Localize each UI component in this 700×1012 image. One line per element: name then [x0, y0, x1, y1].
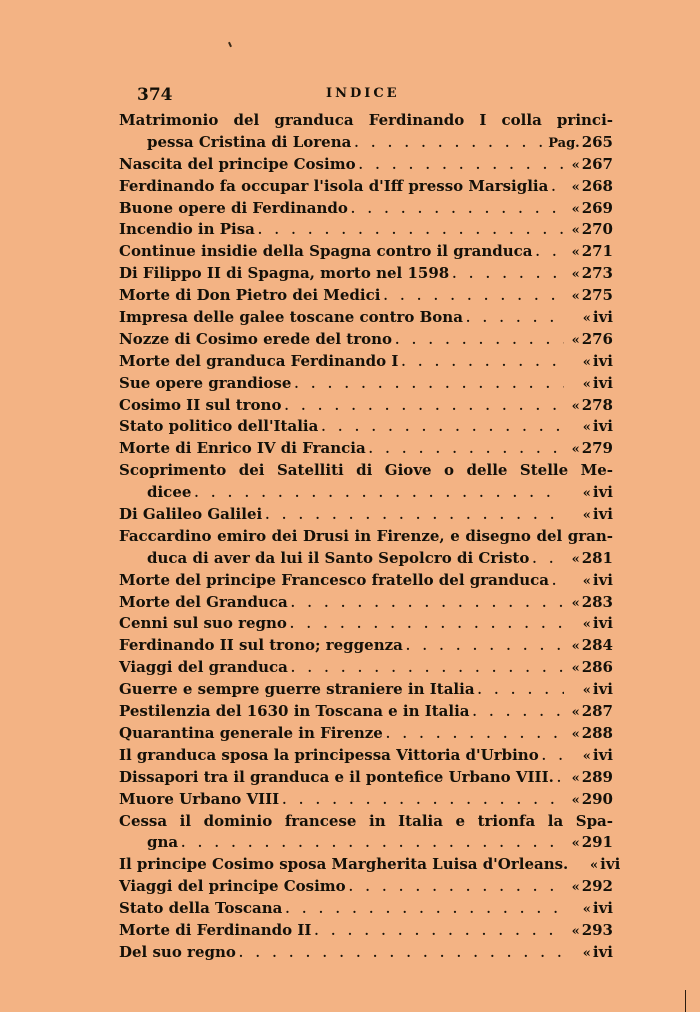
- entry-page-prefix: «: [571, 792, 580, 808]
- index-entry: [119, 438, 613, 460]
- entry-page-ref: [567, 920, 613, 943]
- dot-leader: [532, 549, 564, 571]
- entry-page-ref: [567, 570, 613, 593]
- entry-page-ref: [567, 373, 613, 396]
- entry-page-prefix: «: [571, 923, 580, 939]
- entry-title: Impresa delle galee toscane contro Bona: [119, 308, 463, 327]
- entry-page-ref: [567, 613, 613, 636]
- entry-title: Ferdinando II sul trono; reggenza: [119, 636, 403, 655]
- entry-title: Viaggi del granduca: [119, 658, 288, 677]
- ink-speck: [228, 42, 232, 47]
- index-entry: [119, 241, 613, 263]
- dot-leader: [291, 593, 564, 615]
- dot-leader: [351, 199, 564, 221]
- index-entry: [119, 657, 613, 679]
- entry-title: Di Filippo II di Spagna, morto nel 1598: [119, 264, 450, 283]
- dot-leader: [314, 921, 564, 943]
- index-entry: [119, 285, 613, 307]
- entry-page-ref: [567, 657, 613, 680]
- dot-leader: [194, 483, 564, 505]
- entry-title: Il principe Cosimo sposa Margherita Luisa d'Orleans.: [119, 855, 569, 874]
- entry-title: Del suo regno: [119, 942, 236, 961]
- entry-page-number: 275: [581, 286, 613, 305]
- entry-page-ref: [567, 285, 613, 308]
- entry-page-prefix: «: [582, 376, 591, 392]
- entry-page-prefix: «: [590, 858, 599, 874]
- index-entry: [119, 219, 613, 241]
- entry-page-number: 284: [581, 636, 613, 655]
- dot-leader: [349, 877, 564, 899]
- index-entry: [119, 548, 613, 570]
- entry-page-number: 279: [581, 439, 613, 458]
- entry-page-ref: [567, 307, 613, 330]
- entry-page-ref: [567, 942, 613, 965]
- page-header: [119, 82, 613, 106]
- entry-title: Morte di Ferdinando II: [119, 920, 312, 939]
- index-entry: [119, 613, 613, 635]
- entry-page-number: ivi: [592, 417, 613, 436]
- entry-title: Stato politico dell'Italia: [119, 417, 319, 436]
- entry-page-prefix: «: [571, 223, 580, 239]
- entry-page-prefix: «: [571, 289, 580, 305]
- dot-leader: [401, 352, 564, 374]
- index-entry: [119, 176, 613, 198]
- entry-page-ref: [567, 723, 613, 746]
- index-entry: [119, 635, 613, 657]
- index-entry: [119, 154, 613, 176]
- entry-page-number: 283: [581, 592, 613, 611]
- entry-page-prefix: «: [582, 945, 591, 961]
- entry-title: duca di aver da lui il Santo Sepolcro di Cristo: [147, 548, 530, 567]
- entry-title: Faccardino emiro dei Drusi in Firenze, e disegno del gran-: [119, 526, 613, 545]
- dot-leader: [478, 680, 564, 702]
- entry-title: Viaggi del principe Cosimo: [119, 877, 346, 896]
- entry-page-ref: [567, 241, 613, 264]
- entry-page-ref: [567, 263, 613, 286]
- entry-page-number: 276: [581, 329, 613, 348]
- dot-leader: [282, 790, 564, 812]
- entry-page-number: 271: [581, 242, 613, 261]
- index-entry: [119, 701, 613, 723]
- entry-page-ref: [567, 548, 613, 571]
- entry-page-prefix: «: [571, 157, 580, 173]
- index-entry: [119, 679, 613, 701]
- entry-title: Pestilenzia del 1630 in Toscana e in Italia: [119, 702, 470, 721]
- dot-leader: [359, 155, 564, 177]
- dot-leader: [395, 330, 564, 352]
- entry-page-prefix: «: [571, 705, 580, 721]
- dot-leader: [383, 286, 564, 308]
- entry-title: Morte di Enrico IV di Francia: [119, 439, 366, 458]
- entry-page-number: 293: [581, 920, 613, 939]
- entry-title: Cosimo II sul trono: [119, 395, 282, 414]
- dot-leader: [552, 571, 564, 593]
- entry-page-number: ivi: [592, 373, 613, 392]
- entry-page-prefix: «: [582, 354, 591, 370]
- index-entry: [119, 789, 613, 811]
- entry-page-ref: [567, 219, 613, 242]
- dot-leader: [542, 746, 564, 768]
- index-entry: [119, 592, 613, 614]
- entry-page-number: ivi: [592, 308, 613, 327]
- dot-leader: [239, 943, 564, 965]
- index-entry: [119, 263, 613, 285]
- index-entry: [119, 482, 613, 504]
- entry-page-number: 270: [581, 220, 613, 239]
- entry-page-prefix: «: [582, 573, 591, 589]
- entry-title: Cenni sul suo regno: [119, 614, 287, 633]
- entry-page-prefix: «: [571, 551, 580, 567]
- entry-title: Di Galileo Galilei: [119, 505, 263, 524]
- entry-page-ref: [567, 154, 613, 177]
- entry-page-number: 290: [581, 789, 613, 808]
- dot-leader: [265, 505, 564, 527]
- index-list: [119, 110, 621, 964]
- entry-page-prefix: «: [571, 201, 580, 217]
- entry-page-prefix: «: [582, 508, 591, 524]
- entry-page-prefix: «: [571, 661, 580, 677]
- entry-title: Muore Urbano VIII: [119, 789, 280, 808]
- index-entry: [119, 920, 613, 942]
- dot-leader: [181, 833, 564, 855]
- entry-page-ref: [567, 832, 613, 855]
- index-entry: [119, 198, 613, 220]
- entry-title: dicee: [147, 483, 192, 502]
- entry-page-number: 292: [581, 877, 613, 896]
- entry-page-number: 281: [581, 548, 613, 567]
- running-title: INDICE: [326, 86, 400, 101]
- entry-page-ref: [567, 416, 613, 439]
- entry-page-prefix: «: [582, 420, 591, 436]
- entry-page-number: 267: [581, 154, 613, 173]
- dot-leader: [406, 636, 564, 658]
- entry-page-prefix: «: [571, 267, 580, 283]
- dot-leader: [557, 768, 564, 790]
- entry-page-ref: [567, 351, 613, 374]
- entry-page-ref: [567, 876, 613, 899]
- index-entry: [119, 351, 613, 373]
- entry-page-number: 269: [581, 198, 613, 217]
- index-entry: [119, 570, 613, 592]
- dot-leader: [354, 133, 545, 155]
- entry-title: gna: [147, 833, 179, 852]
- entry-title: Nozze di Cosimo erede del trono: [119, 329, 393, 348]
- entry-page-ref: [567, 176, 613, 199]
- entry-title: Nascita del principe Cosimo: [119, 154, 356, 173]
- entry-page-ref: [567, 504, 613, 527]
- entry-title: Il granduca sposa la principessa Vittoria d'Urbino: [119, 745, 539, 764]
- entry-page-number: 289: [581, 767, 613, 786]
- index-entry: [119, 723, 613, 745]
- dot-leader: [284, 396, 564, 418]
- entry-title: Quarantina generale in Firenze: [119, 723, 383, 742]
- entry-title: Buone opere di Ferdinando: [119, 198, 348, 217]
- entry-page-prefix: «: [582, 902, 591, 918]
- index-entry: [119, 942, 613, 964]
- entry-page-ref: [567, 438, 613, 461]
- entry-page-number: 286: [581, 658, 613, 677]
- entry-title: Incendio in Pisa: [119, 220, 255, 239]
- index-entry: [119, 132, 613, 154]
- page-edge-mark: [685, 990, 686, 1012]
- entry-page-ref: [567, 767, 613, 790]
- entry-page-number: ivi: [592, 745, 613, 764]
- entry-page-prefix: «: [582, 617, 591, 633]
- entry-title: Matrimonio del granduca Ferdinando I colla princi-: [119, 111, 613, 129]
- index-entry: [119, 395, 613, 417]
- entry-page-number: 288: [581, 723, 613, 742]
- entry-page-ref: [567, 745, 613, 768]
- entry-page-ref: [574, 854, 620, 877]
- index-entry: [119, 110, 613, 132]
- entry-title: Morte del Granduca: [119, 592, 288, 611]
- entry-page-prefix: «: [571, 332, 580, 348]
- entry-page-ref: [567, 198, 613, 221]
- entry-title: Morte del granduca Ferdinando I: [119, 351, 399, 370]
- entry-page-ref: [567, 635, 613, 658]
- entry-page-prefix: «: [571, 880, 580, 896]
- index-entry: [119, 416, 613, 438]
- entry-title: Guerre e sempre guerre straniere in Italia: [119, 680, 475, 699]
- entry-page-prefix: «: [571, 179, 580, 195]
- index-entry: [119, 898, 613, 920]
- dot-leader: [452, 264, 564, 286]
- entry-page-prefix: Pag.: [548, 135, 580, 151]
- dot-leader: [369, 439, 564, 461]
- entry-page-number: 291: [581, 833, 613, 852]
- entry-page-prefix: «: [582, 748, 591, 764]
- entry-page-prefix: «: [571, 726, 580, 742]
- entry-title: pessa Cristina di Lorena: [147, 132, 352, 151]
- index-entry: [119, 373, 613, 395]
- entry-page-prefix: «: [582, 486, 591, 502]
- dot-leader: [285, 899, 564, 921]
- entry-page-prefix: «: [571, 770, 580, 786]
- entry-page-number: ivi: [600, 855, 621, 874]
- entry-title: Stato della Toscana: [119, 899, 283, 918]
- entry-title: Ferdinando fa occupar l'isola d'Iff presso Marsiglia: [119, 176, 549, 195]
- entry-page-ref: [567, 395, 613, 418]
- entry-title: Morte di Don Pietro dei Medici: [119, 286, 381, 305]
- entry-page-number: ivi: [592, 505, 613, 524]
- entry-title: Cessa il dominio francese in Italia e trionfa la Spa-: [119, 811, 613, 830]
- entry-page-ref: [567, 898, 613, 921]
- dot-leader: [473, 702, 564, 724]
- index-entry: [119, 745, 613, 767]
- dot-leader: [551, 177, 564, 199]
- index-entry: [119, 876, 613, 898]
- entry-page-ref: [567, 701, 613, 724]
- entry-page-ref: [567, 482, 613, 505]
- entry-title: Morte del principe Francesco fratello del granduca: [119, 570, 550, 589]
- index-entry: [119, 854, 621, 876]
- entry-page-number: ivi: [592, 680, 613, 699]
- index-entry: [119, 307, 613, 329]
- dot-leader: [290, 614, 564, 636]
- entry-page-prefix: «: [582, 683, 591, 699]
- entry-page-prefix: «: [571, 836, 580, 852]
- entry-page-number: 287: [581, 702, 613, 721]
- entry-page-prefix: «: [571, 398, 580, 414]
- entry-page-number: ivi: [592, 614, 613, 633]
- entry-page-prefix: «: [571, 595, 580, 611]
- entry-page-number: 265: [581, 132, 613, 151]
- entry-page-number: ivi: [592, 899, 613, 918]
- entry-page-number: 273: [581, 264, 613, 283]
- dot-leader: [535, 242, 564, 264]
- entry-page-prefix: «: [571, 639, 580, 655]
- index-entry: [119, 526, 613, 548]
- entry-page-ref: [567, 679, 613, 702]
- entry-title: Dissapori tra il granduca e il pontefice Urbano VIII.: [119, 767, 554, 786]
- entry-page-ref: [567, 592, 613, 615]
- entry-page-number: 268: [581, 176, 613, 195]
- entry-page-prefix: «: [571, 442, 580, 458]
- index-entry: [119, 767, 613, 789]
- index-entry: [119, 329, 613, 351]
- entry-page-number: ivi: [592, 351, 613, 370]
- entry-page-ref: [567, 329, 613, 352]
- entry-title: Sue opere grandiose: [119, 373, 292, 392]
- dot-leader: [291, 658, 564, 680]
- dot-leader: [386, 724, 564, 746]
- entry-page-ref: [567, 789, 613, 812]
- entry-page-prefix: «: [571, 245, 580, 261]
- index-entry: [119, 832, 613, 854]
- entry-title: Continue insidie della Spagna contro il granduca: [119, 242, 533, 261]
- entry-page-ref: [548, 132, 613, 155]
- index-entry: [119, 504, 613, 526]
- dot-leader: [466, 308, 564, 330]
- dot-leader: [321, 417, 564, 439]
- index-entry: [119, 811, 613, 833]
- entry-page-number: 278: [581, 395, 613, 414]
- entry-page-number: ivi: [592, 570, 613, 589]
- index-entry: [119, 460, 613, 482]
- entry-title: Scoprimento dei Satelliti di Giove o delle Stelle Me-: [119, 461, 613, 480]
- dot-leader: [294, 374, 564, 396]
- page-number: 374: [137, 85, 173, 105]
- entry-page-prefix: «: [582, 311, 591, 327]
- entry-page-number: ivi: [592, 483, 613, 502]
- dot-leader: [258, 220, 564, 242]
- entry-page-number: ivi: [592, 942, 613, 961]
